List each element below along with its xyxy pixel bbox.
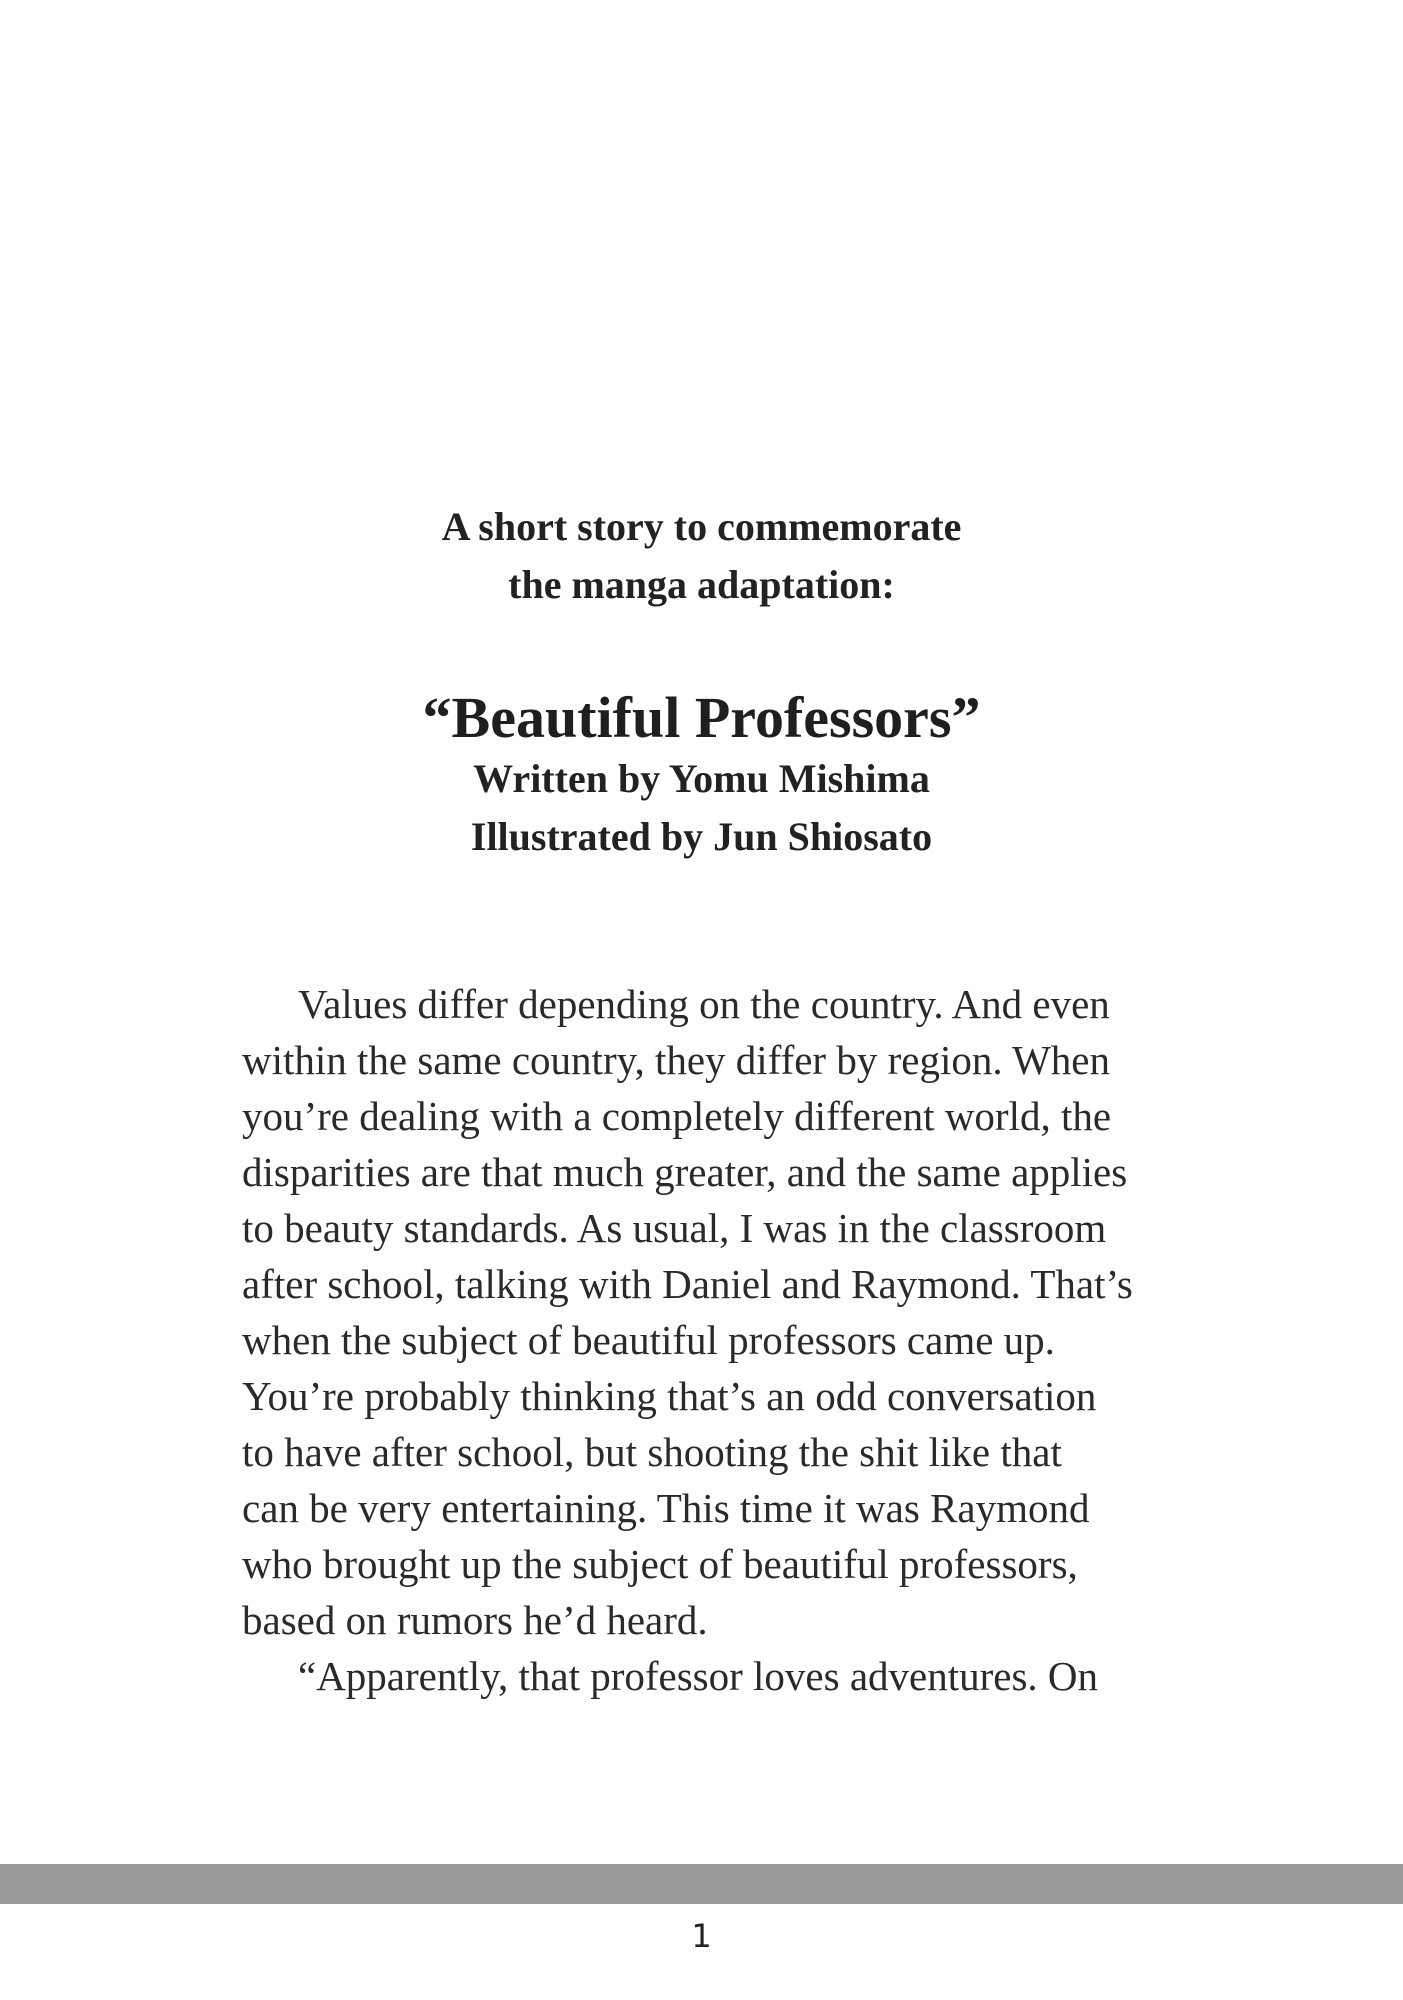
body-line: within the same country, they differ by region. When (242, 1037, 1110, 1083)
commemoration-line-1: A short story to commemorate (441, 504, 962, 549)
body-line: who brought up the subject of beautiful professors, (242, 1541, 1078, 1587)
body-line: after school, talking with Daniel and Raymond. That’s (242, 1261, 1133, 1307)
story-title: “Beautiful Professors” (422, 685, 981, 750)
footer-bar (0, 1864, 1403, 1904)
commemoration-line-2: the manga adaptation: (508, 562, 895, 607)
body-line: you’re dealing with a completely different world, the (242, 1093, 1112, 1139)
body-line: to have after school, but shooting the shit like that (242, 1429, 1062, 1475)
commemoration-heading (0, 498, 1403, 614)
body-line: when the subject of beautiful professors came up. (242, 1317, 1055, 1363)
body-line: disparities are that much greater, and the same applies (242, 1149, 1128, 1195)
page-number: 1 (691, 1917, 712, 1955)
body-line: You’re probably thinking that’s an odd conversation (242, 1373, 1097, 1419)
illustrator-credit: Illustrated by Jun Shiosato (470, 814, 933, 859)
body-line: based on rumors he’d heard. (242, 1597, 708, 1643)
body-line: to beauty standards. As usual, I was in the classroom (242, 1205, 1107, 1251)
body-line: “Apparently, that professor loves adventures. On (298, 1653, 1099, 1699)
body-line: Values differ depending on the country. And even (298, 981, 1110, 1027)
credits (0, 750, 1403, 866)
body-line: can be very entertaining. This time it was Raymond (242, 1485, 1090, 1531)
author-credit: Written by Yomu Mishima (473, 756, 930, 801)
story-body (242, 976, 1242, 1704)
